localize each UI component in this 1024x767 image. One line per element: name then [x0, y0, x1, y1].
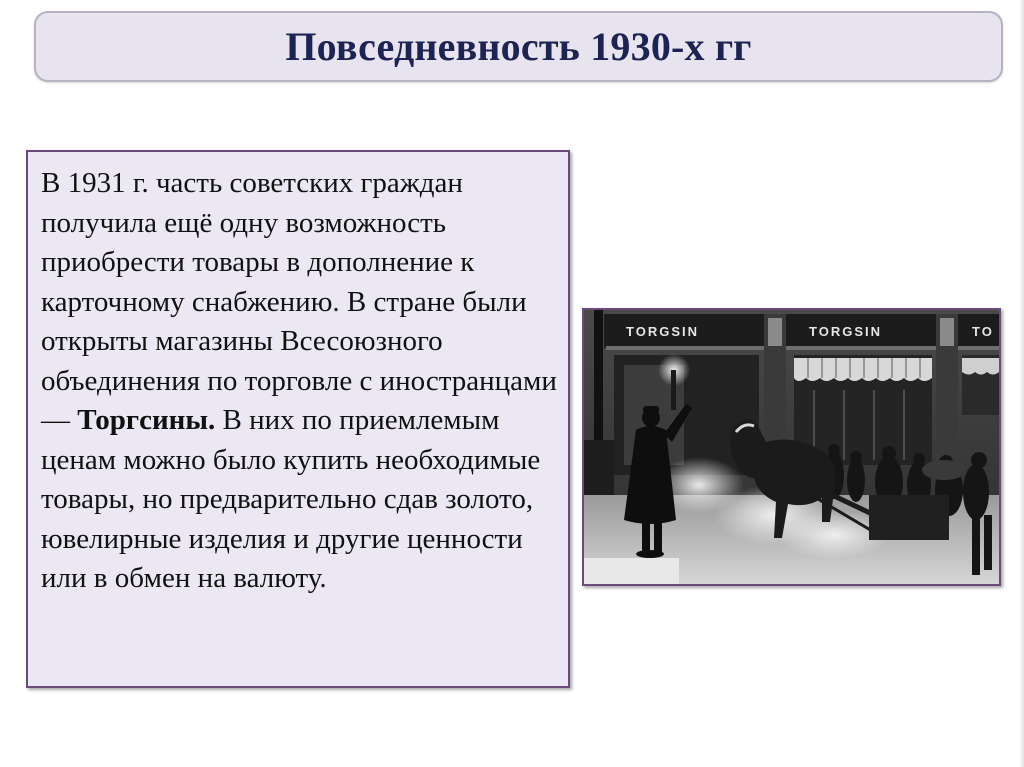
torgsin-sign-left: TORGSIN	[626, 324, 699, 339]
body-paragraph	[41, 164, 558, 599]
torgsin-sign-far: TO	[972, 324, 994, 339]
text-panel	[26, 150, 570, 688]
window-awning	[794, 358, 932, 381]
slide-title: Повседневность 1930-х гг	[285, 24, 752, 69]
sled-cart	[869, 495, 949, 540]
body-bold-term: Торгсины.	[77, 404, 216, 436]
torgsin-photo	[582, 308, 1001, 586]
title-box	[34, 11, 1003, 82]
torgsin-sign-right: TORGSIN	[809, 324, 882, 339]
slide-edge	[1019, 0, 1024, 767]
body-text-before: В 1931 г. часть советских граждан получила ещё одну возможность приобрести товары в дополнение к карточному снабжению. В стране были открыты магазины Всесоюзного объединения по торговле с иностранцами —	[41, 167, 557, 436]
torgsin-street-photo	[584, 310, 999, 584]
body-text-after: В них по приемлемым ценам можно было купить необходимые товары, но предварительно сдав золото, ювелирные изделия и другие ценности или в обмен на валюту.	[41, 404, 541, 594]
